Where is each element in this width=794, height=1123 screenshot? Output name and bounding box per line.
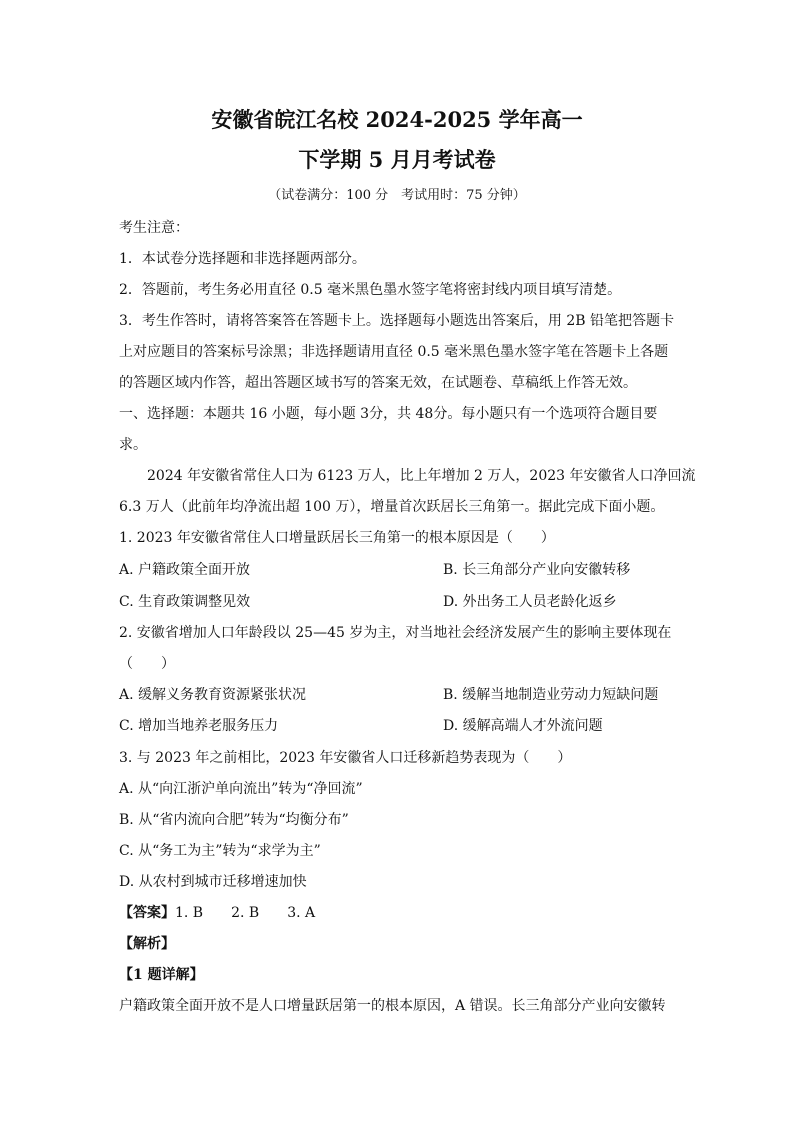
- question-1-option-b: B. 长三角部分产业向安徽转移: [443, 562, 631, 578]
- answer-label: 【答案】: [119, 905, 175, 921]
- question-3-option-d: D. 从农村到城市迁移增速加快: [119, 874, 307, 890]
- question-2-stem-line2: （ ）: [119, 656, 175, 672]
- question-2-stem-line1: 2. 安徽省增加人口年龄段以 25—45 岁为主，对当地社会经济发展产生的影响主要体现在: [119, 625, 672, 641]
- analysis-q1-text: 户籍政策全面开放不是人口增量跃居第一的根本原因，A 错误。长三角部分产业向安徽转: [119, 998, 666, 1014]
- question-3-option-b: B. 从“省内流向合肥”转为“均衡分布”: [119, 812, 349, 828]
- question-1-option-c: C. 生育政策调整见效: [119, 594, 251, 610]
- analysis-q1-heading: 【1 题详解】: [119, 967, 204, 983]
- question-2-option-c: C. 增加当地养老服务压力: [119, 718, 279, 734]
- exam-title-line2: 下学期 5 月月考试卷: [298, 147, 496, 172]
- question-3-stem: 3. 与 2023 年之前相比，2023 年安徽省人口迁移新趋势表现为（ ）: [119, 750, 572, 766]
- question-3-option-c: C. 从“务工为主”转为“求学为主”: [119, 843, 321, 859]
- question-2-option-a: A. 缓解义务教育资源紧张状况: [119, 687, 307, 703]
- exam-meta: （试卷满分：100 分 考试用时：75 分钟）: [268, 188, 526, 203]
- question-2-option-b: B. 缓解当地制造业劳动力短缺问题: [443, 687, 659, 703]
- notice-item-1: 1．本试卷分选择题和非选择题两部分。: [119, 251, 366, 267]
- answer-values: 1. B 2. B 3. A: [175, 905, 316, 921]
- passage-line2: 6.3 万人（此前年均净流出超 100 万），增量首次跃居长三角第一。据此完成下面小题。: [119, 499, 665, 515]
- exam-title-line1: 安徽省皖江名校 2024-2025 学年高一: [211, 107, 583, 132]
- question-1-option-a: A. 户籍政策全面开放: [119, 562, 251, 578]
- answer-line: [119, 903, 315, 923]
- question-1-option-d: D. 外出务工人员老龄化返乡: [443, 594, 617, 610]
- notice-item-3-line2: 上对应题目的答案标号涂黑；非选择题请用直径 0.5 毫米黑色墨水签字笔在答题卡上各题: [119, 344, 669, 360]
- notice-item-2: 2．答题前，考生务必用直径 0.5 毫米黑色墨水签字笔将密封线内项目填写清楚。: [119, 282, 622, 298]
- question-3-option-a: A. 从“向江浙沪单向流出”转为“净回流”: [119, 781, 363, 797]
- notice-item-3-line1: 3．考生作答时，请将答案答在答题卡上。选择题每小题选出答案后，用 2B 铅笔把答题卡: [119, 313, 675, 329]
- question-1-stem: 1. 2023 年安徽省常住人口增量跃居长三角第一的根本原因是（ ）: [119, 530, 555, 546]
- analysis-heading: 【解析】: [119, 936, 175, 952]
- notice-item-3-line3: 的答题区域内作答，超出答题区域书写的答案无效，在试题卷、草稿纸上作答无效。: [119, 375, 637, 391]
- question-2-option-d: D. 缓解高端人才外流问题: [443, 718, 603, 734]
- section-heading-line1: 一、选择题：本题共 16 小题，每小题 3分，共 48分。每小题只有一个选项符合题目要: [119, 406, 658, 422]
- section-heading-line2: 求。: [119, 437, 147, 453]
- notice-heading: 考生注意：: [119, 220, 189, 236]
- passage-line1: 2024 年安徽省常住人口为 6123 万人，比上年增加 2 万人，2023 年安徽省人口净回流: [147, 468, 696, 484]
